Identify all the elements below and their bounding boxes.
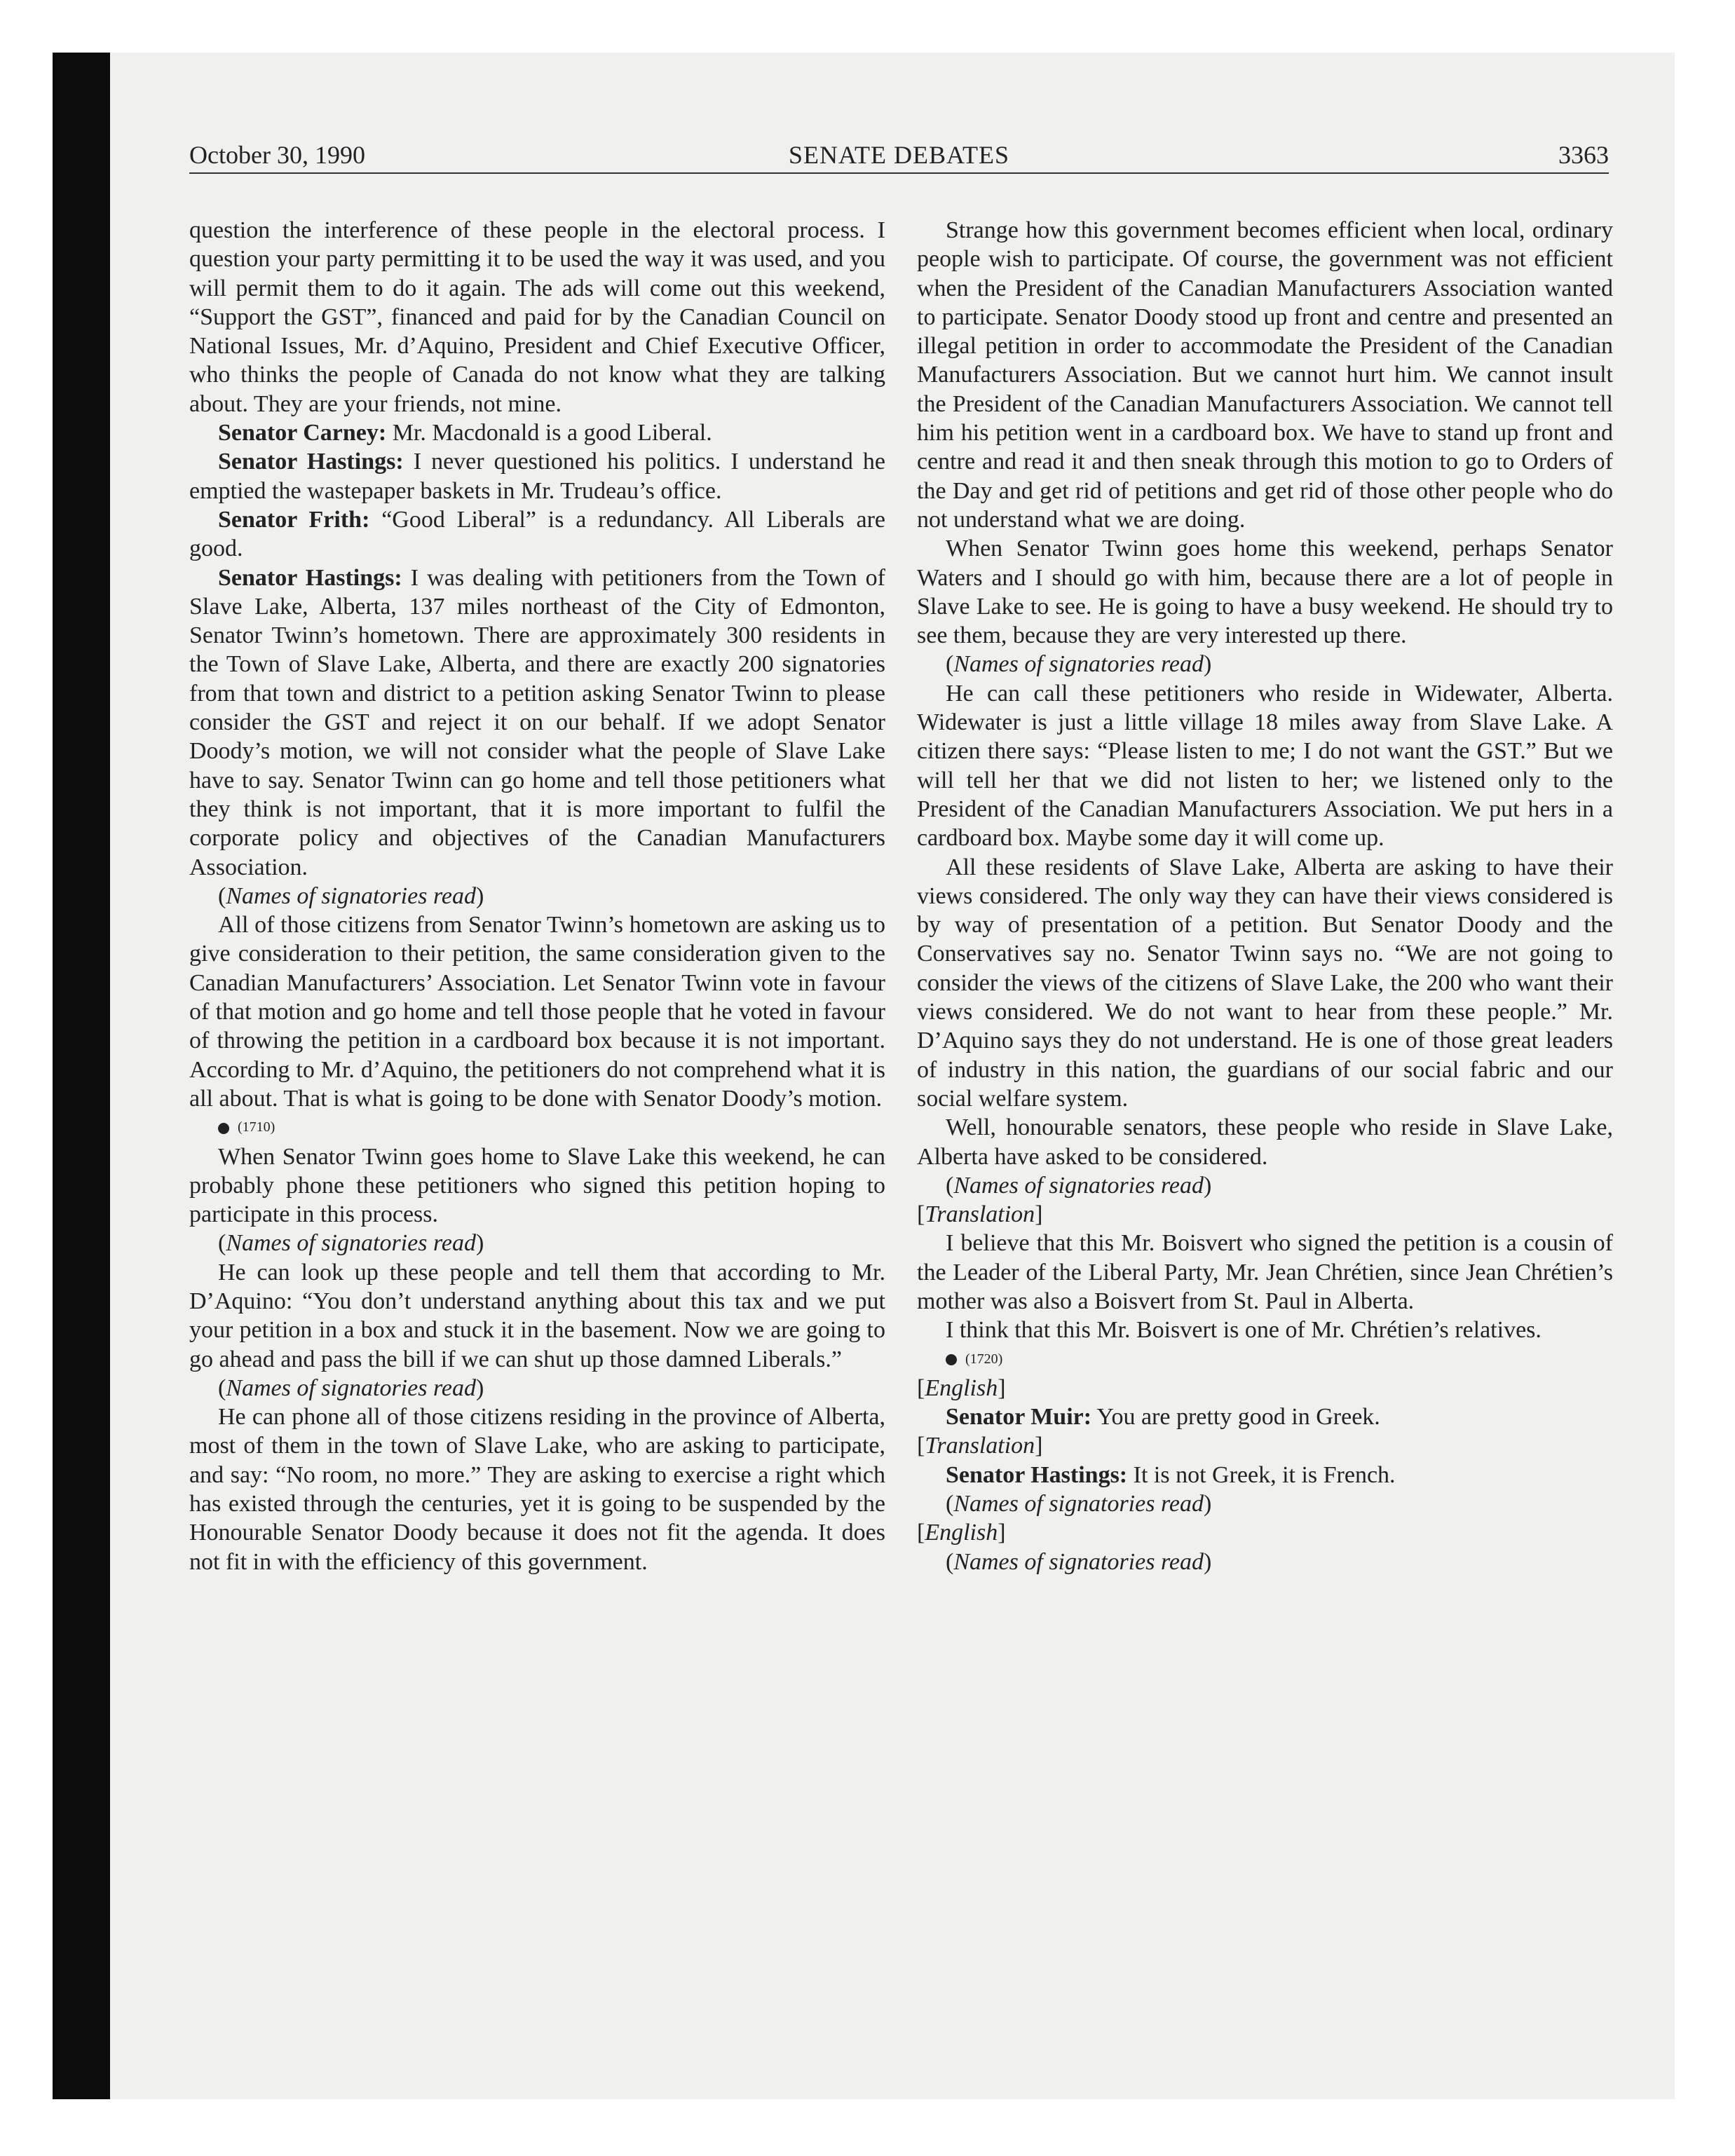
speech-paragraph xyxy=(189,564,885,882)
names-read-note: (Names of signatories read) xyxy=(946,1172,1212,1199)
body-paragraph: When Senator Twinn goes home this weekend, perhaps Senator Waters and I should go with him, because there are a lot of people in Slave Lake to see. He is going to have a busy weekend. He should try to see them, because they are very interested up there. xyxy=(917,535,1613,649)
names-read-note: (Names of signatories read) xyxy=(218,1374,484,1401)
header-rule xyxy=(189,172,1609,174)
speech-text: It is not Greek, it is French. xyxy=(1127,1461,1396,1488)
speaker-name: Senator Hastings: xyxy=(946,1461,1128,1488)
speaker-name: Senator Muir: xyxy=(946,1404,1092,1431)
speech-text: “Good Liberal” is a redundancy. All Liberals are good. xyxy=(189,506,885,562)
body-paragraph: He can call these petitioners who reside in Widewater, Alberta. Widewater is just a little village 18 miles away from Slave Lake. A citizen there says: “Please listen to me; I do not want the GST.” But we will tell her that we did not listen to her; we listened only to the President of the Canadian Manufacturers Association. We put hers in a cardboard box. Maybe some day it will come up. xyxy=(917,680,1613,852)
language-note: [English] xyxy=(917,1520,1006,1546)
time-marker xyxy=(189,1113,885,1142)
page-header xyxy=(189,137,1609,172)
body-paragraph: I believe that this Mr. Boisvert who signed the petition is a cousin of the Leader of the Liberal Party, Mr. Jean Chrétien, since Jean Chrétien’s mother was also a Boisvert from St. Paul in Alberta. xyxy=(917,1230,1613,1314)
names-read-note: (Names of signatories read) xyxy=(946,1548,1212,1575)
body-paragraph: When Senator Twinn goes home to Slave Lake this weekend, he can probably phone these petitioners who signed this petition hoping to participate in this process. xyxy=(189,1143,885,1228)
language-note: [Translation] xyxy=(917,1201,1043,1228)
body-paragraph: question the interference of these people in the electoral process. I question your party permitting it to be used the way it was used, and you will permit them to do it again. The ads will come out this weekend, “Support the GST”, financed and paid for by the Canadian Council on National Issues, Mr. d’Aquino, President and Chief Executive Officer, who thinks the people of Canada do not know what they are talking about. They are your friends, not mine. xyxy=(189,217,885,417)
names-read-note: (Names of signatories read) xyxy=(218,1230,484,1257)
speaker-name: Senator Hastings: xyxy=(218,564,402,591)
left-column xyxy=(189,216,885,1576)
body-paragraph: He can phone all of those citizens residing in the province of Alberta, most of them in the town of Slave Lake, who are asking to participate, and say: “No room, no more.” They are asking to exercise a right which has existed through the centuries, yet it is going to be suspended by the Honourable Senator Doody because it does not fit the agenda. It does not fit in with the efficiency of this government. xyxy=(189,1404,885,1575)
speech-text: I never questioned his politics. I understand he emptied the wastepaper baskets in Mr. Trudeau’s office. xyxy=(189,449,886,504)
speech-text: You are pretty good in Greek. xyxy=(1091,1404,1380,1431)
body-paragraph: Well, honourable senators, these people who reside in Slave Lake, Alberta have asked to be considered. xyxy=(917,1114,1613,1170)
time-marker-text: (1720) xyxy=(965,1351,1003,1367)
time-marker xyxy=(917,1345,1613,1374)
body-paragraph: I think that this Mr. Boisvert is one of Mr. Chrétien’s relatives. xyxy=(946,1317,1542,1344)
right-column xyxy=(917,216,1613,1576)
scan-edge-bar xyxy=(53,53,110,2099)
bullet-icon xyxy=(946,1354,957,1365)
header-page-number: 3363 xyxy=(1558,141,1609,169)
body-paragraph: All these residents of Slave Lake, Alberta are asking to have their views considered. The only way they can have their views considered is by way of presentation of a petition. But Senator Doody and the Conservatives say no. Senator Twinn says no. “We are not going to consider the views of the citizens of Slave Lake, the 200 who want their views considered. We do not want to hear from these people.” Mr. D’Aquino says they do not understand. He is one of those great leaders of industry in this nation, the guardians of our social fabric and our social welfare system. xyxy=(917,854,1613,1112)
speech-paragraph xyxy=(189,447,885,505)
language-note: [English] xyxy=(917,1374,1006,1401)
speech-text: Mr. Macdonald is a good Liberal. xyxy=(386,420,712,446)
speech-paragraph xyxy=(189,418,885,447)
header-date: October 30, 1990 xyxy=(189,141,365,169)
names-read-note: (Names of signatories read) xyxy=(946,651,1212,678)
speech-text: I was dealing with petitioners from the Town of Slave Lake, Alberta, 137 miles northeast of the City of Edmonton, Senator Twinn’s hometown. There are approximately 300 residents in the Town of Slave Lake, Alberta, and there are exactly 200 signatories from that town and district to a petition asking Senator Twinn to please consider the GST and reject it on our behalf. If we adopt Senator Doody’s motion, we will not consider what the people of Slave Lake have to say. Senator Twinn can go home and tell those petitioners what they think is not important, that it is more important to fulfil the corporate policy and objectives of the Canadian Manufacturers Association. xyxy=(189,564,885,880)
body-paragraph: He can look up these people and tell them that according to Mr. D’Aquino: “You don’t understand anything about this tax and we put your petition in a box and stuck it in the basement. Now we are going to go ahead and pass the bill if we can shut up those damned Liberals.” xyxy=(189,1259,885,1372)
time-marker-text: (1710) xyxy=(238,1119,275,1135)
body-paragraph: All of those citizens from Senator Twinn’s hometown are asking us to give consideration to their petition, the same consideration given to the Canadian Manufacturers’ Association. Let Senator Twinn vote in favour of that motion and go home and tell those people that he voted in favour of throwing the petition in a cardboard box because it is not important. According to Mr. d’Aquino, the petitioners do not comprehend what it is all about. That is what is going to be done with Senator Doody’s motion. xyxy=(189,912,885,1112)
speaker-name: Senator Hastings: xyxy=(218,449,404,475)
speech-paragraph xyxy=(189,505,885,564)
bullet-icon xyxy=(218,1123,229,1134)
speech-paragraph xyxy=(917,1403,1613,1431)
speaker-name: Senator Frith: xyxy=(218,506,370,533)
names-read-note: (Names of signatories read) xyxy=(946,1491,1212,1517)
body-paragraph: Strange how this government becomes efficient when local, ordinary people wish to participate. Of course, the government was not efficient when the President of the Canadian Manufacturers Association wanted to participate. Senator Doody stood up front and centre and presented an illegal petition in order to accommodate the President of the Canadian Manufacturers Association. But we cannot hurt him. We cannot insult the President of the Canadian Manufacturers Association. We cannot tell him his petition went in a cardboard box. We have to stand up front and centre and read it and then sneak through this motion to go to Orders of the Day and get rid of petitions and get rid of those other people who do not understand what we are doing. xyxy=(917,217,1613,533)
header-title: SENATE DEBATES xyxy=(788,141,1009,169)
speech-paragraph xyxy=(917,1461,1613,1489)
names-read-note: (Names of signatories read) xyxy=(218,882,484,909)
language-note: [Translation] xyxy=(917,1433,1043,1459)
speaker-name: Senator Carney: xyxy=(218,420,387,446)
